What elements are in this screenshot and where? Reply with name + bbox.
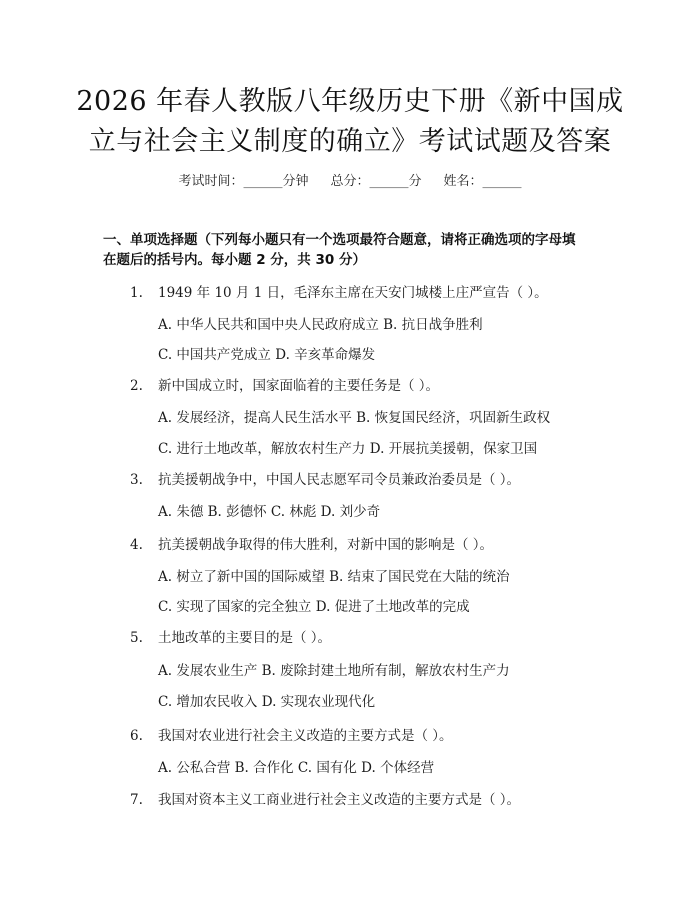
question-number: 7. [130,792,143,808]
question-number: 1. [130,285,143,301]
question-5-options-row-1: A. 发展农业生产 B. 废除封建土地所有制，解放农村生产力 [158,663,510,679]
question-1 [130,283,548,303]
question-text: 抗美援朝战争中，中国人民志愿军司令员兼政治委员是（ ）。 [158,472,521,488]
question-2 [130,376,439,396]
question-7 [130,790,520,810]
question-text: 新中国成立时，国家面临着的主要任务是（ ）。 [158,378,440,394]
question-1-options-row-1: A. 中华人民共和国中央人民政府成立 B. 抗日战争胜利 [158,317,483,333]
question-2-options-row-1: A. 发展经济，提高人民生活水平 B. 恢复国民经济，巩固新生政权 [158,410,551,426]
exam-title-line-2: 立与社会主义制度的确立》考试试题及答案 [88,126,612,157]
question-6 [130,726,453,746]
question-6-options-row-1: A. 公私合营 B. 合作化 C. 国有化 D. 个体经营 [158,760,435,776]
student-name-field: 姓名：______ [443,174,522,189]
question-number: 2. [130,378,143,394]
question-text: 我国对资本主义工商业进行社会主义改造的主要方式是（ ）。 [158,792,521,808]
question-number: 3. [130,472,143,488]
question-text: 1949 年 10 月 1 日，毛泽东主席在天安门城楼上庄严宣告（ ）。 [158,285,548,301]
question-2-options-row-2: C. 进行土地改革，解放农村生产力 D. 开展抗美援朝，保家卫国 [158,441,538,457]
question-number: 6. [130,728,143,744]
question-4-options-row-1: A. 树立了新中国的国际威望 B. 结束了国民党在大陆的统治 [158,569,510,585]
question-text: 我国对农业进行社会主义改造的主要方式是（ ）。 [158,728,453,744]
exam-meta [0,170,700,189]
question-text: 土地改革的主要目的是（ ）。 [158,630,332,646]
question-number: 5. [130,630,143,646]
question-4 [130,535,493,555]
question-4-options-row-2: C. 实现了国家的完全独立 D. 促进了土地改革的完成 [158,599,470,615]
question-3 [130,470,520,490]
question-5-options-row-2: C. 增加农民收入 D. 实现农业现代化 [158,694,376,710]
total-score-field: 总分：______分 [330,174,422,189]
section-heading-line-1: 一、单项选择题（下列每小题只有一个选项最符合题意，请将正确选项的字母填 [103,232,576,248]
question-text: 抗美援朝战争取得的伟大胜利，对新中国的影响是（ ）。 [158,537,494,553]
exam-time-field: 考试时间：______分钟 [178,174,309,189]
question-5 [130,628,331,648]
question-number: 4. [130,537,143,553]
question-3-options-row-1: A. 朱德 B. 彭德怀 C. 林彪 D. 刘少奇 [158,504,381,520]
exam-title-line-1: 2026 年春人教版八年级历史下册《新中国成 [76,86,624,117]
section-heading-line-2: 在题后的括号内。每小题 2 分，共 30 分） [103,252,366,268]
question-1-options-row-2: C. 中国共产党成立 D. 辛亥革命爆发 [158,347,376,363]
